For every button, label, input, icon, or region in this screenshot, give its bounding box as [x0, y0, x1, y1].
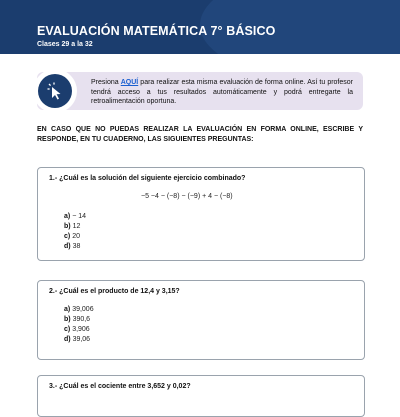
- question-2-option-b: [64, 316, 90, 323]
- question-1: [37, 167, 365, 261]
- question-2-option-a: [64, 306, 94, 313]
- option-text: 390,6: [72, 316, 91, 323]
- question-1-option-d: [64, 243, 80, 250]
- page-header: [0, 0, 400, 54]
- option-text: − 14: [72, 213, 87, 220]
- question-1-expression: −5 −4 − (−8) − (−9) + 4 − (−8): [141, 193, 233, 200]
- option-letter: a): [64, 213, 71, 220]
- option-text: 3,906: [72, 326, 90, 333]
- option-letter: d): [64, 336, 71, 343]
- notice-icon-wrap: [33, 69, 77, 113]
- option-letter: b): [64, 316, 71, 323]
- option-text: 20: [72, 233, 80, 240]
- question-2-title: 2.- ¿Cuál es el producto de 12,4 y 3,15?: [49, 288, 180, 295]
- option-letter: d): [64, 243, 71, 250]
- option-letter: a): [64, 306, 71, 313]
- option-text: 38: [72, 243, 81, 250]
- option-letter: c): [64, 233, 71, 240]
- option-text: 39,06: [72, 336, 91, 343]
- instructions: EN CASO QUE NO PUEDAS REALIZAR LA EVALUACIÓN EN FORMA ONLINE, ESCRIBE Y RESPONDE, EN TU CUADERNO, LAS SIGUIENTES PREGUNTAS:: [37, 126, 363, 143]
- notice-text-before: Presiona: [91, 79, 121, 86]
- question-2-option-d: [64, 336, 90, 343]
- option-letter: b): [64, 223, 71, 230]
- question-1-option-b: [64, 223, 80, 230]
- question-2-option-c: [64, 326, 90, 333]
- notice-text: [91, 78, 353, 107]
- option-letter: c): [64, 326, 71, 333]
- question-1-title: 1.- ¿Cuál es la solución del siguiente ejercicio combinado?: [49, 175, 246, 182]
- notice-text-after: para realizar esta misma evaluación de forma online. Así tu profesor tendrá acceso a tus resultados automáticamente y podrá entregarte la retroalimentación oportuna.: [91, 79, 353, 106]
- online-notice: [37, 72, 363, 110]
- option-text: 12: [72, 223, 81, 230]
- question-1-option-a: [64, 213, 86, 220]
- question-3-title: 3.- ¿Cuál es el cociente entre 3,652 y 0,02?: [49, 383, 191, 390]
- cursor-click-icon: [38, 74, 72, 108]
- question-3: [37, 375, 365, 417]
- question-1-option-c: [64, 233, 80, 240]
- option-text: 39,006: [72, 306, 94, 313]
- page-title: EVALUACIÓN MATEMÁTICA 7° BÁSICO: [37, 24, 276, 38]
- question-2: [37, 280, 365, 360]
- online-evaluation-link[interactable]: AQUÍ: [120, 79, 139, 86]
- page-subtitle: Clases 29 a la 32: [37, 41, 93, 48]
